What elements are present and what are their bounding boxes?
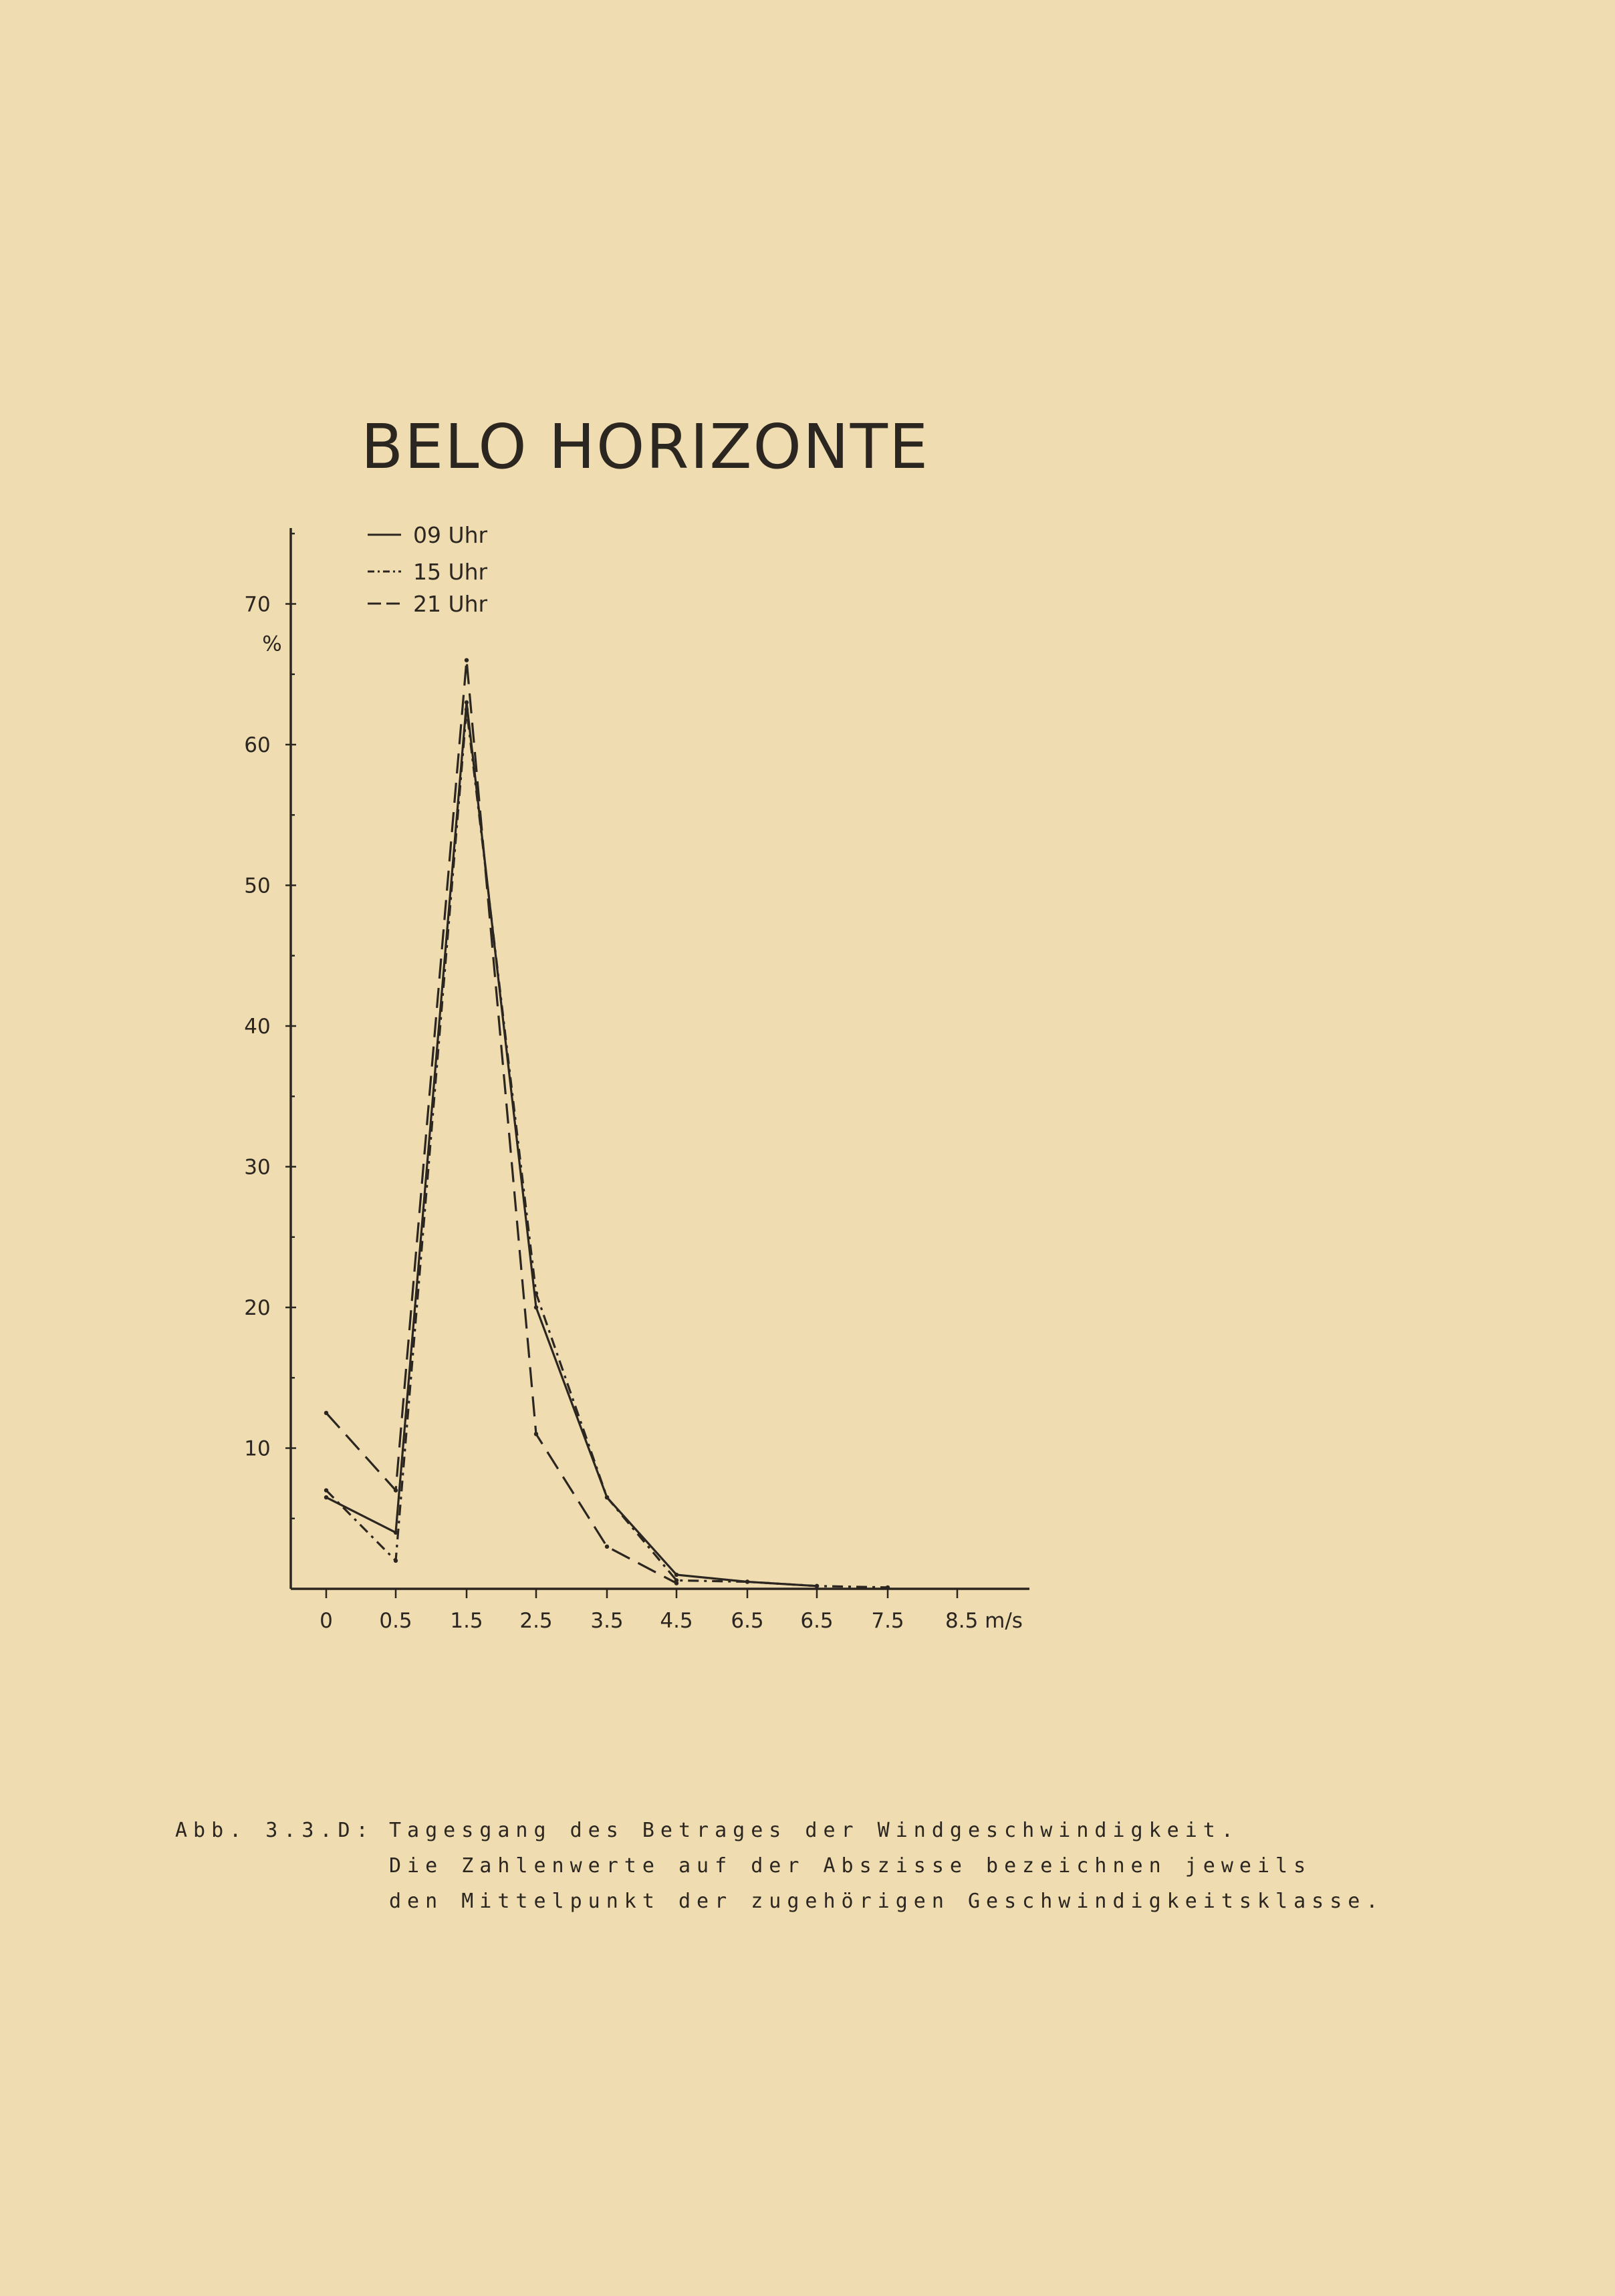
chart-ticks xyxy=(244,533,1023,1633)
caption-line-1: Tagesgang des Betrages der Windgeschwindigkeit. xyxy=(389,1819,1239,1842)
caption-body xyxy=(389,1813,1384,1919)
y-tick-label: 50 xyxy=(244,874,271,898)
data-point xyxy=(674,1581,678,1585)
x-tick-label: 6.5 xyxy=(800,1609,834,1633)
y-tick-label: 40 xyxy=(244,1015,271,1039)
x-tick-label: 0 xyxy=(320,1609,333,1633)
caption-line-2: Die Zahlenwerte auf der Abszisse bezeichnen jeweils xyxy=(389,1854,1312,1878)
x-tick-label: 4.5 xyxy=(660,1609,693,1633)
legend-label: 21 Uhr xyxy=(413,591,488,617)
chart-legend xyxy=(368,522,488,617)
data-point xyxy=(465,658,469,662)
data-point xyxy=(534,1432,538,1436)
series-line-21-uhr xyxy=(326,660,676,1583)
data-point xyxy=(605,1545,609,1549)
data-point xyxy=(745,1579,749,1583)
x-tick-label: 7.5 xyxy=(871,1609,904,1633)
series-line-15-uhr xyxy=(326,709,888,1587)
data-point xyxy=(324,1495,328,1499)
data-point xyxy=(886,1585,890,1589)
data-point xyxy=(394,1559,398,1563)
data-point xyxy=(674,1573,678,1577)
data-point xyxy=(324,1411,328,1415)
y-tick-label: 70 xyxy=(244,592,271,617)
x-tick-label: 6.5 xyxy=(731,1609,764,1633)
figure-caption xyxy=(175,1813,1579,1919)
data-point xyxy=(465,700,469,705)
series-line-09-uhr xyxy=(326,703,817,1586)
caption-line-3: den Mittelpunkt der zugehörigen Geschwindigkeitsklasse. xyxy=(389,1890,1384,1913)
data-point xyxy=(534,1305,538,1309)
x-tick-label: 3.5 xyxy=(590,1609,624,1633)
x-tick-label: 1.5 xyxy=(450,1609,483,1633)
data-point xyxy=(465,707,469,711)
legend-label: 09 Uhr xyxy=(413,522,488,548)
y-tick-label: 30 xyxy=(244,1155,271,1180)
y-axis-unit: % xyxy=(262,632,282,656)
y-tick-label: 60 xyxy=(244,733,271,757)
data-point xyxy=(324,1488,328,1492)
data-point xyxy=(534,1291,538,1295)
x-tick-label: 2.5 xyxy=(519,1609,553,1633)
data-point xyxy=(605,1495,609,1499)
y-tick-label: 10 xyxy=(244,1436,271,1461)
chart-series xyxy=(324,658,890,1590)
caption-label: Abb. 3.3.D: xyxy=(175,1819,374,1842)
data-point xyxy=(394,1488,398,1492)
x-tick-label: 8.5 m/s xyxy=(945,1609,1023,1633)
legend-label: 15 Uhr xyxy=(413,559,488,585)
x-tick-label: 0.5 xyxy=(379,1609,412,1633)
data-point xyxy=(815,1584,819,1588)
chart-title: BELO HORIZONTE xyxy=(361,411,930,483)
y-tick-label: 20 xyxy=(244,1296,271,1320)
